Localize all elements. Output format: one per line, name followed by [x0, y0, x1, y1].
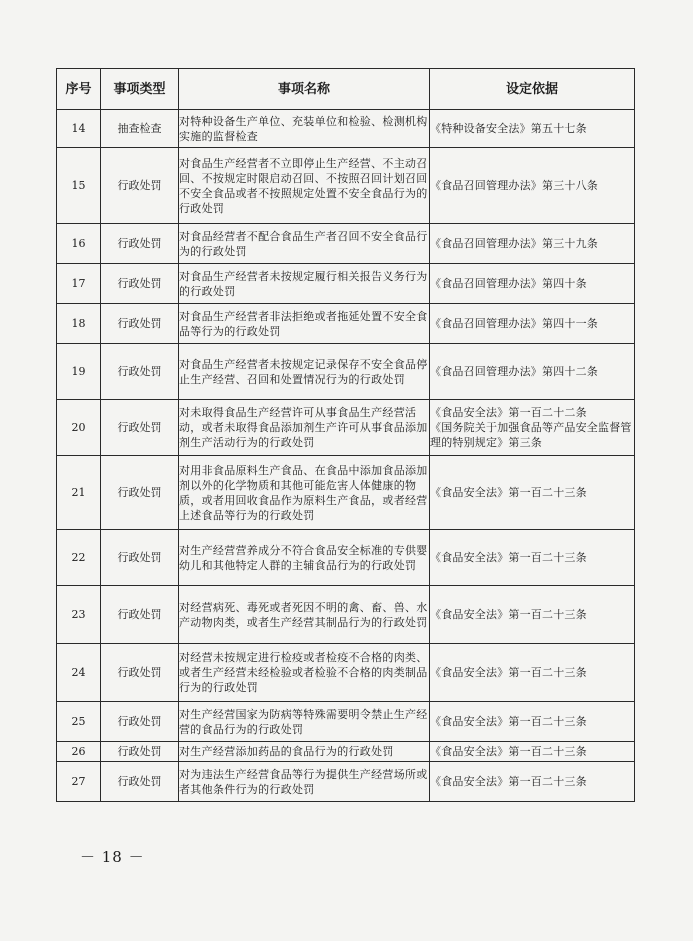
row-legal-basis: [430, 264, 635, 304]
table-row: [57, 530, 635, 586]
table-row: [57, 644, 635, 702]
row-item-name: 对食品生产经营者不立即停止生产经营、不主动召回、不按规定时限启动召回、不按照召回计划召回不安全食品或者不按照规定处置不安全食品行为的行政处罚: [179, 148, 430, 224]
items-table: [56, 68, 635, 802]
row-item-type: 行政处罚: [101, 304, 179, 344]
row-legal-basis: [430, 702, 635, 742]
table-row: [57, 586, 635, 644]
row-serial-number: 20: [57, 400, 101, 456]
row-serial-number: 25: [57, 702, 101, 742]
row-item-name: 对生产经营添加药品的食品行为的行政处罚: [179, 742, 430, 762]
row-item-type: 行政处罚: [101, 264, 179, 304]
legal-basis-line: 《食品安全法》第一百二十三条: [430, 666, 587, 679]
row-item-type: 行政处罚: [101, 344, 179, 400]
row-serial-number: 15: [57, 148, 101, 224]
table-header-row: [57, 69, 635, 110]
row-item-name: 对经营病死、毒死或者死因不明的禽、畜、兽、水产动物肉类，或者生产经营其制品行为的行政处罚: [179, 586, 430, 644]
table-row: [57, 742, 635, 762]
table-row: [57, 762, 635, 802]
header-legal-basis: 设定依据: [430, 69, 635, 110]
table-row: [57, 224, 635, 264]
legal-basis-line: 《食品召回管理办法》第三十九条: [430, 237, 598, 250]
row-item-name: 对食品生产经营者未按规定履行相关报告义务行为的行政处罚: [179, 264, 430, 304]
row-legal-basis: [430, 742, 635, 762]
row-item-type: 行政处罚: [101, 586, 179, 644]
row-serial-number: 27: [57, 762, 101, 802]
row-legal-basis: [430, 644, 635, 702]
row-legal-basis: [430, 344, 635, 400]
row-serial-number: 16: [57, 224, 101, 264]
row-item-type: 行政处罚: [101, 530, 179, 586]
row-legal-basis: [430, 586, 635, 644]
row-serial-number: 26: [57, 742, 101, 762]
legal-basis-line: 《食品召回管理办法》第四十条: [430, 277, 587, 290]
legal-basis-line: 《食品召回管理办法》第三十八条: [430, 179, 598, 192]
row-legal-basis: [430, 762, 635, 802]
row-item-name: 对特种设备生产单位、充装单位和检验、检测机构实施的监督检查: [179, 110, 430, 148]
table-body: [57, 110, 635, 802]
row-legal-basis: [430, 224, 635, 264]
row-item-type: 行政处罚: [101, 762, 179, 802]
row-serial-number: 14: [57, 110, 101, 148]
row-item-name: 对生产经营营养成分不符合食品安全标准的专供婴幼儿和其他特定人群的主辅食品行为的行政处罚: [179, 530, 430, 586]
row-item-type: 行政处罚: [101, 224, 179, 264]
row-item-type: 行政处罚: [101, 456, 179, 530]
row-item-type: 行政处罚: [101, 400, 179, 456]
row-item-type: 抽查检查: [101, 110, 179, 148]
legal-basis-line: 《食品召回管理办法》第四十二条: [430, 365, 598, 378]
row-serial-number: 18: [57, 304, 101, 344]
row-serial-number: 22: [57, 530, 101, 586]
header-item-type: 事项类型: [101, 69, 179, 110]
row-item-name: 对食品经营者不配合食品生产者召回不安全食品行为的行政处罚: [179, 224, 430, 264]
row-serial-number: 24: [57, 644, 101, 702]
row-item-type: 行政处罚: [101, 644, 179, 702]
row-legal-basis: [430, 456, 635, 530]
row-serial-number: 21: [57, 456, 101, 530]
row-item-name: 对食品生产经营者未按规定记录保存不安全食品停止生产经营、召回和处置情况行为的行政处罚: [179, 344, 430, 400]
legal-basis-line: 《食品安全法》第一百二十三条: [430, 608, 587, 621]
table-row: [57, 148, 635, 224]
legal-basis-line: 《食品安全法》第一百二十二条: [430, 406, 587, 419]
row-item-name: 对未取得食品生产经营许可从事食品生产经营活动，或者未取得食品添加剂生产许可从事食品添加剂生产活动行为的行政处罚: [179, 400, 430, 456]
row-item-name: 对食品生产经营者非法拒绝或者拖延处置不安全食品等行为的行政处罚: [179, 304, 430, 344]
header-serial-number: 序号: [57, 69, 101, 110]
legal-basis-line: 《国务院关于加强食品等产品安全监督管理的特别规定》第三条: [430, 421, 632, 449]
page-number: － 18 －: [80, 848, 145, 866]
row-legal-basis: [430, 110, 635, 148]
row-legal-basis: [430, 148, 635, 224]
table-row: [57, 344, 635, 400]
legal-basis-line: 《食品安全法》第一百二十三条: [430, 551, 587, 564]
legal-basis-line: 《食品安全法》第一百二十三条: [430, 715, 587, 728]
table-row: [57, 110, 635, 148]
legal-basis-line: 《食品召回管理办法》第四十一条: [430, 317, 598, 330]
row-item-name: 对生产经营国家为防病等特殊需要明令禁止生产经营的食品行为的行政处罚: [179, 702, 430, 742]
row-item-type: 行政处罚: [101, 742, 179, 762]
row-item-name: 对用非食品原料生产食品、在食品中添加食品添加剂以外的化学物质和其他可能危害人体健康的物质，或者用回收食品作为原料生产食品，或者经营上述食品等行为的行政处罚: [179, 456, 430, 530]
table-row: [57, 264, 635, 304]
table-row: [57, 456, 635, 530]
row-item-name: 对经营未按规定进行检疫或者检疫不合格的肉类、或者生产经营未经检验或者检验不合格的肉类制品行为的行政处罚: [179, 644, 430, 702]
row-legal-basis: [430, 530, 635, 586]
legal-basis-line: 《食品安全法》第一百二十三条: [430, 486, 587, 499]
legal-basis-line: 《食品安全法》第一百二十三条: [430, 775, 587, 788]
row-serial-number: 17: [57, 264, 101, 304]
table-row: [57, 400, 635, 456]
row-legal-basis: [430, 304, 635, 344]
table-row: [57, 304, 635, 344]
row-item-type: 行政处罚: [101, 148, 179, 224]
row-serial-number: 19: [57, 344, 101, 400]
header-item-name: 事项名称: [179, 69, 430, 110]
row-item-name: 对为违法生产经营食品等行为提供生产经营场所或者其他条件行为的行政处罚: [179, 762, 430, 802]
row-legal-basis: [430, 400, 635, 456]
legal-basis-line: 《食品安全法》第一百二十三条: [430, 745, 587, 758]
row-serial-number: 23: [57, 586, 101, 644]
legal-basis-line: 《特种设备安全法》第五十七条: [430, 122, 587, 135]
row-item-type: 行政处罚: [101, 702, 179, 742]
table-row: [57, 702, 635, 742]
